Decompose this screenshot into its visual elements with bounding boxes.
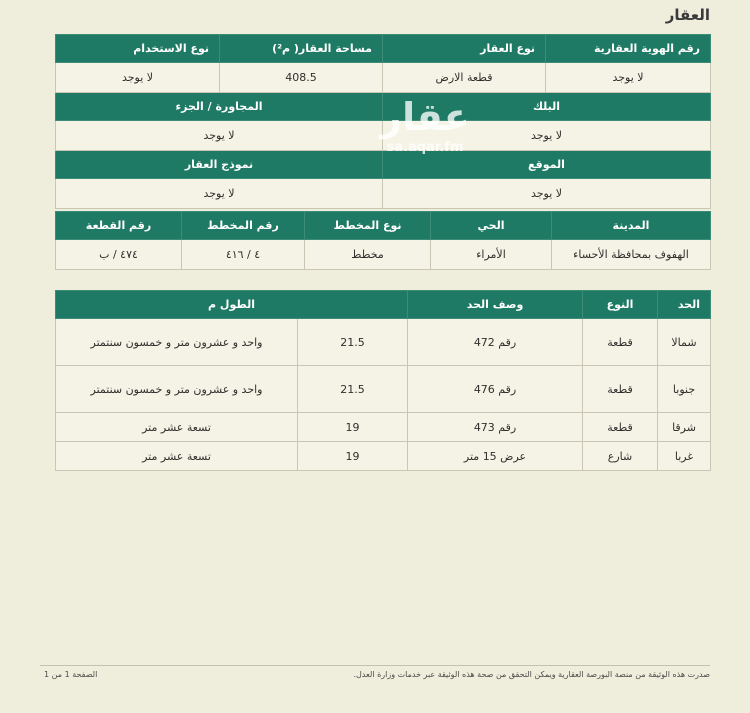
value-property-id: لا يوجد <box>546 63 711 93</box>
header-property-type: نوع العقار <box>383 35 546 63</box>
boundary-length: 21.5 <box>298 319 408 366</box>
boundary-side: شمالا <box>658 319 711 366</box>
info-header-row-4 <box>56 212 711 240</box>
table-row <box>56 366 711 413</box>
header-location: الموقع <box>383 151 711 179</box>
header-plan-type: نوع المخطط <box>305 212 431 240</box>
header-block: البلك <box>383 93 711 121</box>
header-usage-type: نوع الاستخدام <box>56 35 220 63</box>
value-plot-number: ٤٧٤ / ب <box>56 240 182 270</box>
value-location: لا يوجد <box>383 179 711 209</box>
boundary-type: قطعة <box>583 319 658 366</box>
aqar-watermark <box>370 96 480 155</box>
value-plan-type: مخطط <box>305 240 431 270</box>
boundary-side: شرقا <box>658 413 711 442</box>
header-plot-number: رقم القطعة <box>56 212 182 240</box>
footer-note: صدرت هذه الوثيقة من منصة البورصة العقارية ويمكن التحقق من صحة هذه الوثيقة عبر خدمات وزارة العدل. <box>353 670 710 679</box>
table-row <box>56 319 711 366</box>
boundary-length-words: واحد و عشرون متر و خمسون سنتمتر <box>56 366 298 413</box>
value-property-area: 408.5 <box>220 63 383 93</box>
boundary-length: 19 <box>298 442 408 471</box>
value-city: الهفوف بمحافظة الأحساء <box>552 240 711 270</box>
boundary-description: رقم 472 <box>408 319 583 366</box>
table-row <box>56 413 711 442</box>
header-boundary-description: وصف الحد <box>408 291 583 319</box>
header-length: الطول م <box>56 291 408 319</box>
boundary-type: قطعة <box>583 413 658 442</box>
info-value-row-3 <box>56 179 711 209</box>
info-value-row-4 <box>56 240 711 270</box>
boundary-type: شارع <box>583 442 658 471</box>
boundaries-header-row <box>56 291 711 319</box>
property-location-table <box>55 211 711 270</box>
value-property-type: قطعة الارض <box>383 63 546 93</box>
page-title: العقار <box>665 6 710 24</box>
page-number: الصفحة 1 من 1 <box>44 670 98 679</box>
header-boundary: الحد <box>658 291 711 319</box>
boundary-side: جنوبا <box>658 366 711 413</box>
boundary-description: رقم 473 <box>408 413 583 442</box>
header-district: الحي <box>431 212 552 240</box>
boundary-type: قطعة <box>583 366 658 413</box>
header-city: المدينة <box>552 212 711 240</box>
header-plan-number: رقم المخطط <box>182 212 305 240</box>
boundary-length-words: تسعة عشر متر <box>56 413 298 442</box>
boundary-length-words: تسعة عشر متر <box>56 442 298 471</box>
header-neighbor-part: المجاورة / الجزء <box>56 93 383 121</box>
aqar-logo-text: عقار <box>380 95 470 139</box>
boundary-length: 19 <box>298 413 408 442</box>
boundary-length-words: واحد و عشرون متر و خمسون سنتمتر <box>56 319 298 366</box>
footer-divider <box>40 665 710 666</box>
value-plan-number: ٤ / ٤١٦ <box>182 240 305 270</box>
header-property-model: نموذج العقار <box>56 151 383 179</box>
value-neighbor-part: لا يوجد <box>56 121 383 151</box>
value-usage-type: لا يوجد <box>56 63 220 93</box>
info-value-row-1 <box>56 63 711 93</box>
value-block: لا يوجد <box>383 121 711 151</box>
boundaries-table <box>55 290 711 471</box>
header-boundary-type: النوع <box>583 291 658 319</box>
boundary-side: غربا <box>658 442 711 471</box>
header-property-area: مساحة العقار( م²) <box>220 35 383 63</box>
value-property-model: لا يوجد <box>56 179 383 209</box>
info-header-row-1 <box>56 35 711 63</box>
header-property-id: رقم الهوية العقارية <box>546 35 711 63</box>
aqar-url-text: sa.aqar.fm <box>386 140 464 155</box>
boundary-length: 21.5 <box>298 366 408 413</box>
value-district: الأمراء <box>431 240 552 270</box>
boundary-description: رقم 476 <box>408 366 583 413</box>
boundary-description: عرض 15 متر <box>408 442 583 471</box>
table-row <box>56 442 711 471</box>
